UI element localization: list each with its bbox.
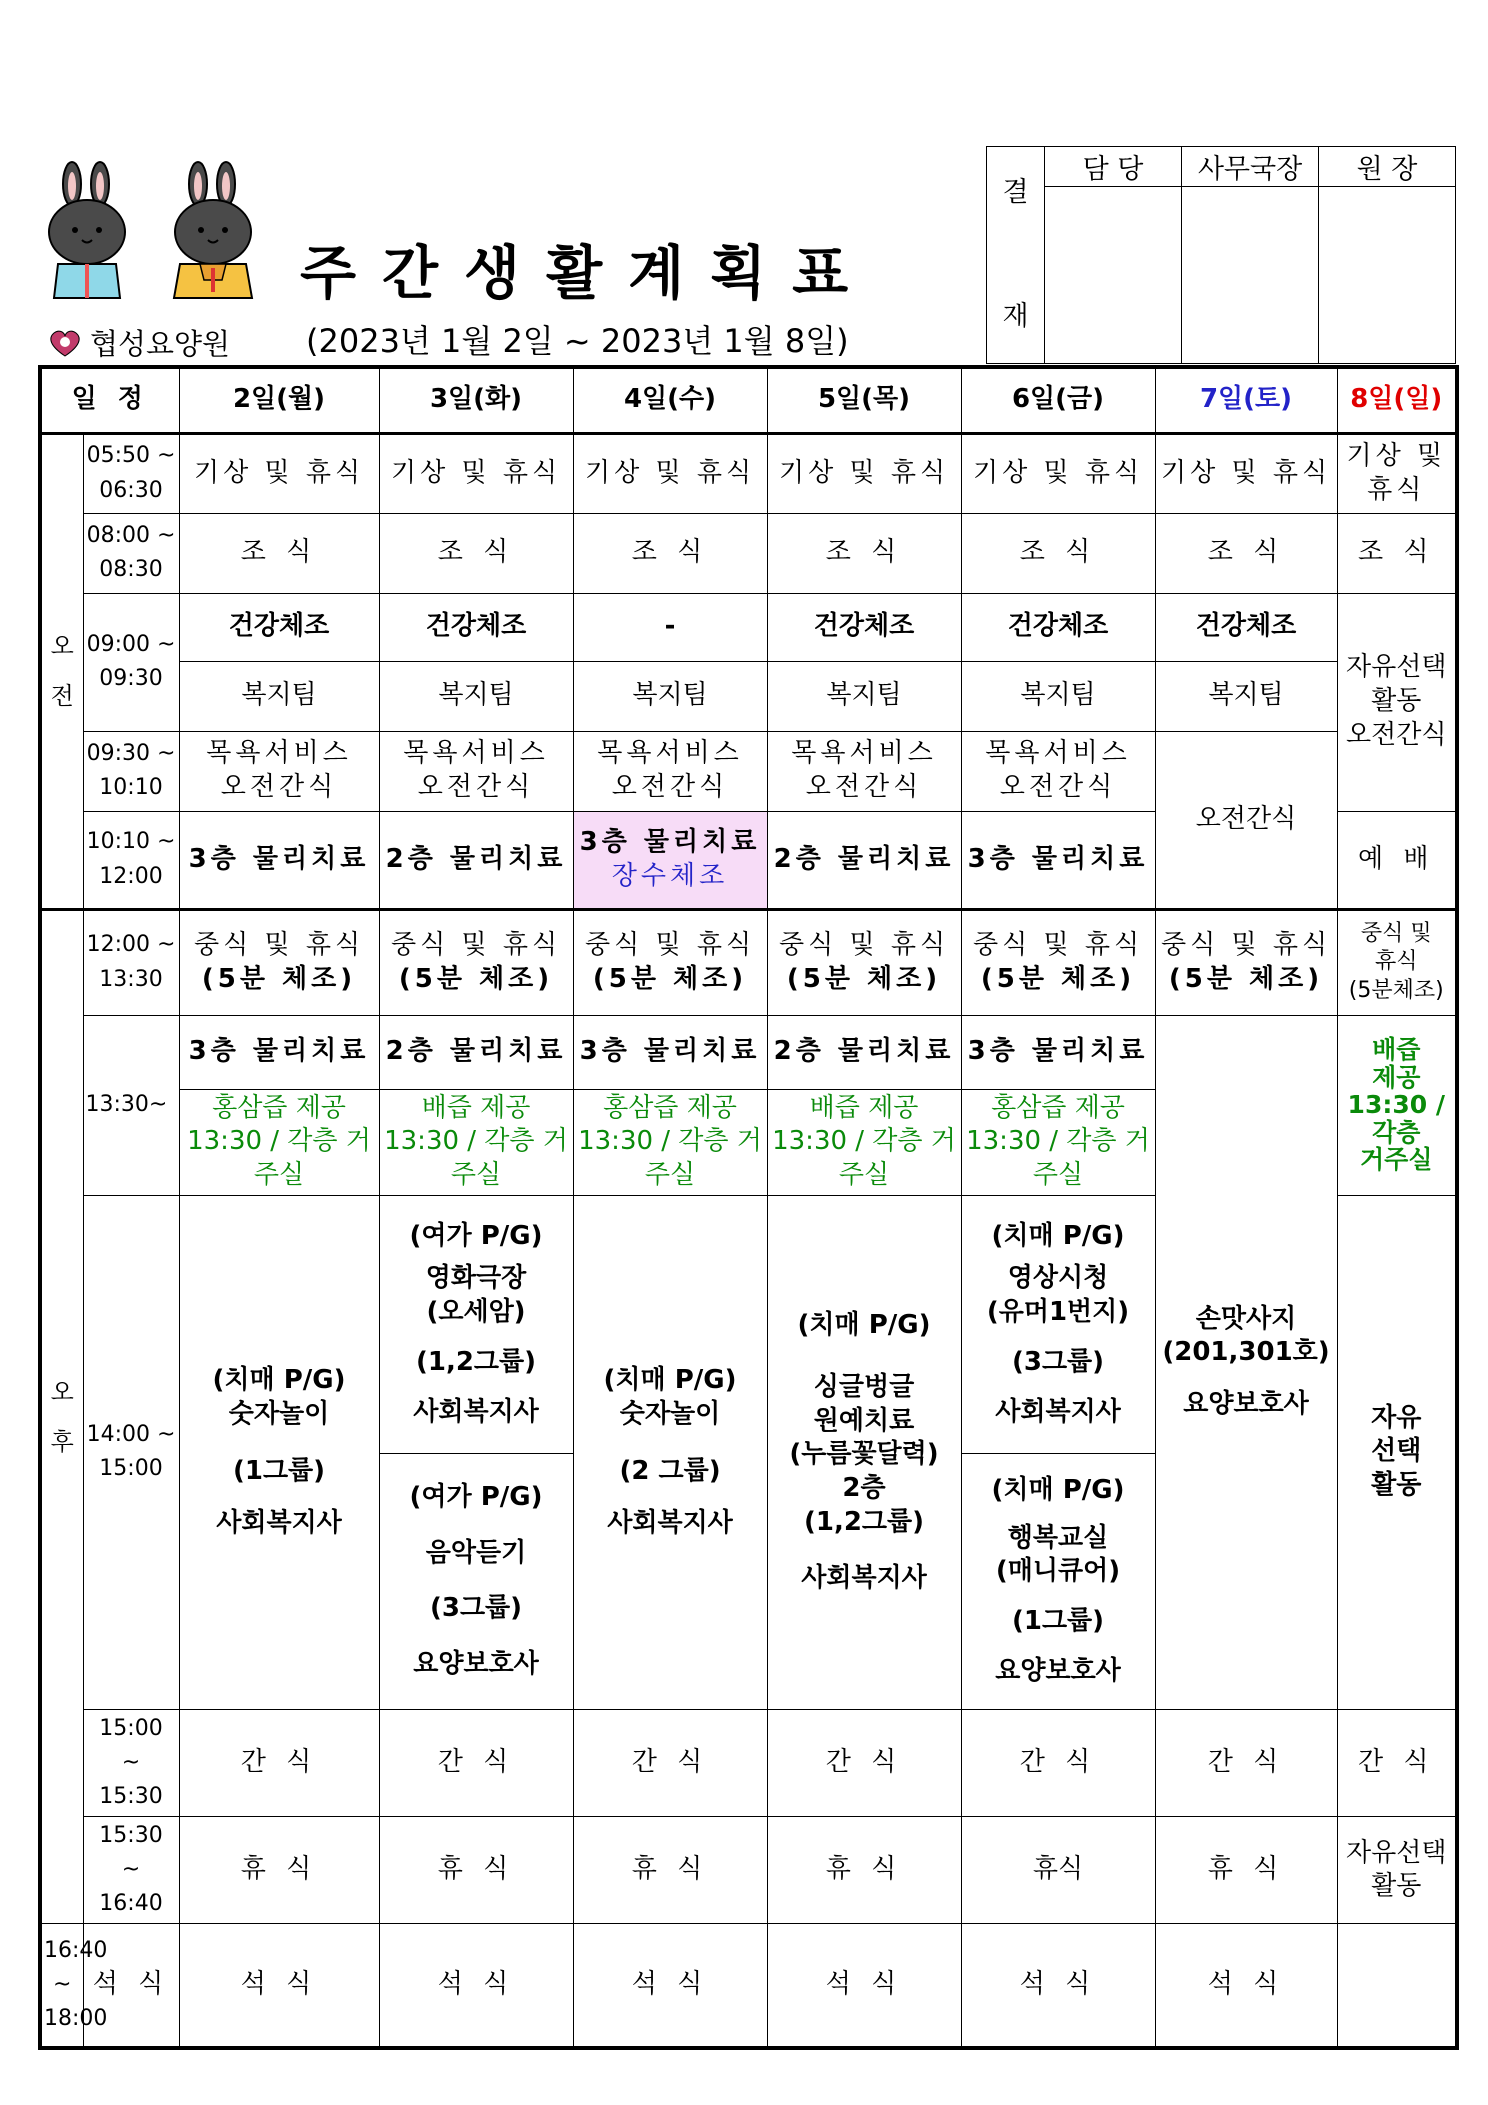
schedule-cell: 석 식 — [1155, 1924, 1337, 2048]
time-slot: 09:00 ~ 09:30 — [83, 593, 179, 731]
schedule-cell: 간 식 — [1337, 1709, 1457, 1816]
juice-cell: 배즙 제공 13:30 / 각층 거주실 — [767, 1089, 961, 1195]
schedule-cell: 석 식 — [179, 1924, 379, 2048]
schedule-cell: 중식 및 휴식 (5분 체조) — [961, 909, 1155, 1015]
schedule-cell: 예 배 — [1337, 811, 1457, 909]
schedule-cell: 복지팀 — [379, 661, 573, 731]
schedule-cell: 3층 물리치료 — [961, 811, 1155, 909]
schedule-cell: 석 식 — [83, 1924, 179, 2048]
schedule-cell-sun-juice: 배즙 제공 13:30 / 각층 거주실 — [1337, 1015, 1457, 1195]
schedule-cell: 기상 및 휴식 — [179, 433, 379, 513]
schedule-cell: 간 식 — [573, 1709, 767, 1816]
time-slot: 15:00 ~ 15:30 — [83, 1709, 179, 1816]
schedule-cell: 조 식 — [767, 513, 961, 593]
approval-box — [986, 146, 1456, 364]
approval-label-bottom: 재 — [1002, 301, 1029, 332]
schedule-cell-sat-snack: 오전간식 — [1155, 731, 1337, 909]
schedule-cell: 복지팀 — [767, 661, 961, 731]
day-header-tue: 3일(화) — [379, 367, 573, 433]
plan-period: (2023년 1월 2일 ~ 2023년 1월 8일) — [306, 322, 849, 360]
schedule-cell: 조 식 — [573, 513, 767, 593]
juice-cell: 홍삼즙 제공 13:30 / 각층 거주실 — [961, 1089, 1155, 1195]
schedule-cell: 조 식 — [1155, 513, 1337, 593]
page-title: 주간생활계획표 — [300, 239, 875, 307]
juice-cell: 홍삼즙 제공 13:30 / 각층 거주실 — [179, 1089, 379, 1195]
schedule-cell: 건강체조 — [379, 593, 573, 661]
organization-label: 협성요양원 — [90, 327, 231, 361]
schedule-cell: 기상 및 휴식 — [379, 433, 573, 513]
schedule-cell: 목욕서비스 오전간식 — [767, 731, 961, 811]
schedule-cell: 목욕서비스 오전간식 — [179, 731, 379, 811]
day-header-fri: 6일(금) — [961, 367, 1155, 433]
schedule-cell: 기상 및 휴식 — [1337, 433, 1457, 513]
schedule-cell-sun-morning: 자유선택 활동 오전간식 — [1337, 593, 1457, 811]
schedule-cell: 간 식 — [1155, 1709, 1337, 1816]
schedule-cell: 석 식 — [961, 1924, 1155, 2048]
schedule-cell: 석 식 — [573, 1924, 767, 2048]
program-cell-thu: (치매 P/G) 싱글벙글 원예치료 (누름꽃달력) 2층 (1,2그룹) 사회복지사 — [767, 1195, 961, 1709]
time-slot: 09:30 ~ 10:10 — [83, 731, 179, 811]
schedule-cell: 복지팀 — [961, 661, 1155, 731]
schedule-cell: 목욕서비스 오전간식 — [573, 731, 767, 811]
schedule-cell: 중식 및 휴식 (5분 체조) — [767, 909, 961, 1015]
organization-name — [46, 322, 230, 363]
schedule-cell: 2층 물리치료 — [767, 1015, 961, 1089]
schedule-cell: 기상 및 휴식 — [573, 433, 767, 513]
schedule-cell: 휴 식 — [1155, 1817, 1337, 1924]
approval-director-sign[interactable] — [1319, 187, 1456, 364]
schedule-cell: 건강체조 — [961, 593, 1155, 661]
schedule-cell: 2층 물리치료 — [379, 1015, 573, 1089]
schedule-cell: 간 식 — [179, 1709, 379, 1816]
approval-label-top: 결 — [1002, 176, 1029, 208]
schedule-cell: 중식 및 휴식 (5분 체조) — [379, 909, 573, 1015]
day-header-mon: 2일(월) — [179, 367, 379, 433]
time-slot: 10:10 ~ 12:00 — [83, 811, 179, 909]
juice-cell: 배즙 제공 13:30 / 각층 거주실 — [379, 1089, 573, 1195]
schedule-cell: 중식 및 휴식 (5분 체조) — [1155, 909, 1337, 1015]
schedule-cell: 3층 물리치료 — [961, 1015, 1155, 1089]
time-slot: 14:00 ~ 15:00 — [83, 1195, 179, 1709]
schedule-cell: 석 식 — [379, 1924, 573, 2048]
bunny-mascot-icon — [170, 160, 256, 302]
schedule-cell-highlight: 3층 물리치료 장수체조 — [573, 811, 767, 909]
schedule-cell: 3층 물리치료 — [179, 811, 379, 909]
program-cell-mon: (치매 P/G) 숫자놀이 (1그룹) 사회복지사 — [179, 1195, 379, 1709]
schedule-cell: 복지팀 — [1155, 661, 1337, 731]
juice-cell: 홍삼즙 제공 13:30 / 각층 거주실 — [573, 1089, 767, 1195]
day-header-wed: 4일(수) — [573, 367, 767, 433]
schedule-cell: 목욕서비스 오전간식 — [379, 731, 573, 811]
day-header-sun: 8일(일) — [1337, 367, 1457, 433]
time-slot: 08:00 ~ 08:30 — [83, 513, 179, 593]
day-header-thu: 5일(목) — [767, 367, 961, 433]
time-slot: 13:30~ — [83, 1015, 179, 1195]
schedule-cell: 3층 물리치료 — [179, 1015, 379, 1089]
time-slot: 12:00 ~ 13:30 — [83, 909, 179, 1015]
schedule-cell: 조 식 — [1337, 513, 1457, 593]
schedule-cell: 복지팀 — [179, 661, 379, 731]
schedule-cell: 기상 및 휴식 — [961, 433, 1155, 513]
schedule-cell: 간 식 — [961, 1709, 1155, 1816]
schedule-cell: 건강체조 — [1155, 593, 1337, 661]
time-slot: 16:40 ~ 18:00 — [40, 1924, 83, 2048]
schedule-cell: 간 식 — [767, 1709, 961, 1816]
schedule-cell: 2층 물리치료 — [767, 811, 961, 909]
period-am: 오전 — [40, 433, 83, 909]
schedule-cell: 2층 물리치료 — [379, 811, 573, 909]
bunny-mascot-icon — [44, 160, 130, 302]
schedule-cell-sat-massage: 손맛사지 (201,301호) 요양보호사 — [1155, 1015, 1337, 1709]
schedule-cell: 휴 식 — [573, 1817, 767, 1924]
program-cell-wed: (치매 P/G) 숫자놀이 (2 그룹) 사회복지사 — [573, 1195, 767, 1709]
approval-secretary-header: 사무국장 — [1182, 147, 1319, 187]
heart-logo-icon — [46, 328, 84, 358]
schedule-cell: 조 식 — [961, 513, 1155, 593]
weekly-schedule-table — [38, 365, 1459, 2050]
schedule-cell: 중식 및 휴식 (5분 체조) — [573, 909, 767, 1015]
program-cell-tue: (여가 P/G) 영화극장 (오세암) (1,2그룹) 사회복지사 (여가 P/G) 음악듣기 (3그룹) 요양보호사 — [379, 1195, 573, 1709]
schedule-cell: 기상 및 휴식 — [767, 433, 961, 513]
schedule-header: 일 정 — [40, 367, 179, 433]
schedule-cell: 중식 및 휴식 (5분체조) — [1337, 909, 1457, 1015]
program-cell-fri: (치매 P/G) 영상시청 (유머1번지) (3그룹) 사회복지사 (치매 P/G) 행복교실 (매니큐어) (1그룹) 요양보호사 — [961, 1195, 1155, 1709]
schedule-cell: 조 식 — [179, 513, 379, 593]
approval-label — [987, 147, 1045, 364]
approval-director-header: 원 장 — [1319, 147, 1456, 187]
schedule-cell: 휴 식 — [179, 1817, 379, 1924]
schedule-cell: 기상 및 휴식 — [1155, 433, 1337, 513]
schedule-cell: 간 식 — [379, 1709, 573, 1816]
approval-secretary-sign[interactable] — [1182, 187, 1319, 364]
schedule-cell: - — [573, 593, 767, 661]
schedule-cell: 휴 식 — [767, 1817, 961, 1924]
schedule-cell: 목욕서비스 오전간식 — [961, 731, 1155, 811]
schedule-cell: 조 식 — [379, 513, 573, 593]
time-slot: 05:50 ~ 06:30 — [83, 433, 179, 513]
schedule-cell: 건강체조 — [179, 593, 379, 661]
period-pm: 오후 — [40, 909, 83, 1924]
approval-manager-header: 담 당 — [1045, 147, 1182, 187]
day-header-sat: 7일(토) — [1155, 367, 1337, 433]
approval-manager-sign[interactable] — [1045, 187, 1182, 364]
schedule-cell: 휴 식 — [379, 1817, 573, 1924]
schedule-cell: 석 식 — [767, 1924, 961, 2048]
schedule-cell: 복지팀 — [573, 661, 767, 731]
schedule-cell: 휴식 — [961, 1817, 1155, 1924]
program-cell-sun: 자유 선택 활동 — [1337, 1195, 1457, 1709]
time-slot: 15:30 ~ 16:40 — [83, 1817, 179, 1924]
schedule-cell: 3층 물리치료 — [573, 1015, 767, 1089]
schedule-cell: 중식 및 휴식 (5분 체조) — [179, 909, 379, 1015]
schedule-cell: 건강체조 — [767, 593, 961, 661]
schedule-cell: 자유선택 활동 — [1337, 1817, 1457, 1924]
